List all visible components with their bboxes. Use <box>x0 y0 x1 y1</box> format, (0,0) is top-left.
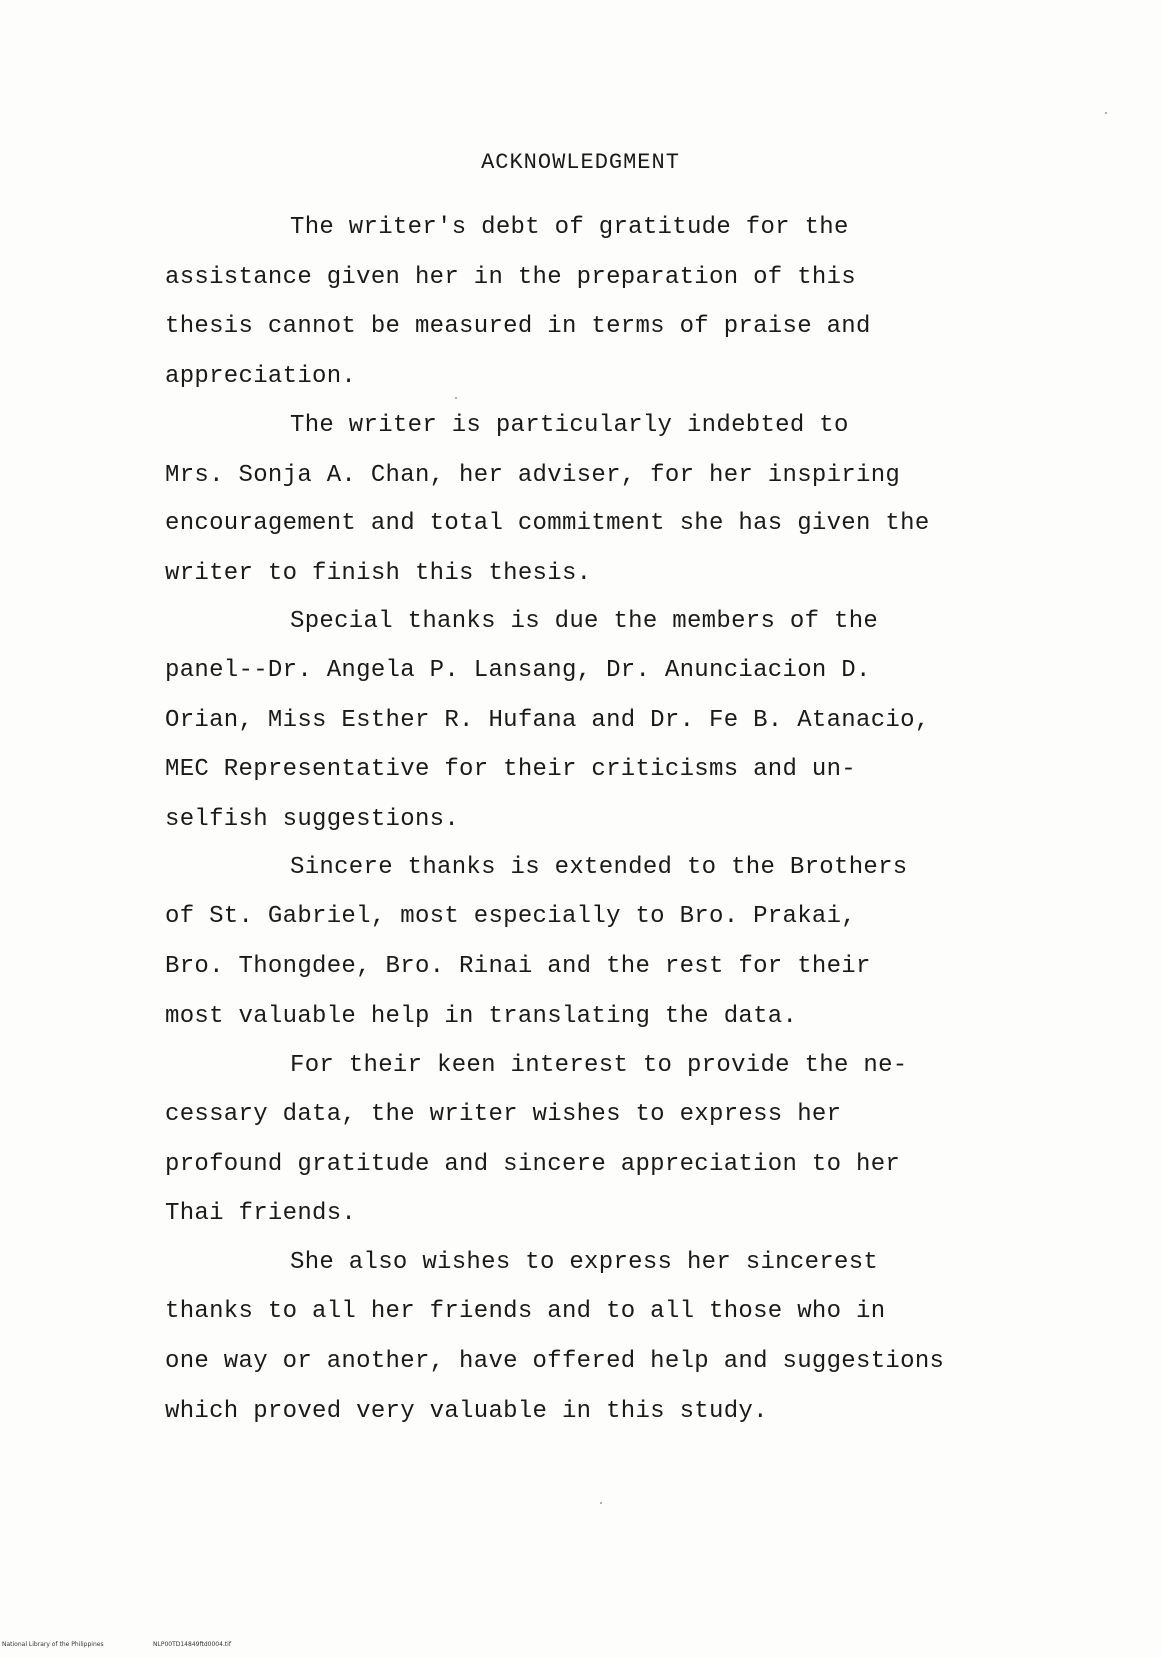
paragraph-line: most valuable help in translating the data. <box>165 1003 798 1030</box>
paragraph-line: thesis cannot be measured in terms of praise and <box>165 313 871 340</box>
paragraph-line: Orian, Miss Esther R. Hufana and Dr. Fe B. Atanacio, <box>165 707 930 734</box>
paragraph-line: For their keen interest to provide the ne- <box>290 1052 908 1079</box>
paragraph-line: appreciation. <box>165 363 357 390</box>
paragraph-line: cessary data, the writer wishes to express her <box>165 1101 842 1128</box>
paragraph-line: MEC Representative for their criticisms and un- <box>165 756 857 783</box>
page-title: ACKNOWLEDGMENT <box>481 150 680 175</box>
paragraph-line: The writer's debt of gratitude for the <box>290 214 849 241</box>
paragraph-line: thanks to all her friends and to all those who in <box>165 1298 886 1325</box>
paragraph-line: The writer is particularly indebted to <box>290 412 849 439</box>
paragraph-line: Sincere thanks is extended to the Brothers <box>290 854 908 881</box>
scan-speck <box>1105 112 1107 114</box>
paragraph-line: selfish suggestions. <box>165 806 460 833</box>
paragraph-line: Thai friends. <box>165 1200 357 1227</box>
paragraph-line: assistance given her in the preparation of this <box>165 264 857 291</box>
paragraph-line: profound gratitude and sincere appreciation to her <box>165 1151 901 1178</box>
footer-library: National Library of the Philippines <box>2 1641 104 1648</box>
paragraph-line: Mrs. Sonja A. Chan, her adviser, for her inspiring <box>165 462 901 489</box>
paragraph-line: Special thanks is due the members of the <box>290 608 879 635</box>
paragraph-line: of St. Gabriel, most especially to Bro. Prakai, <box>165 903 857 930</box>
paragraph-line: encouragement and total commitment she has given the <box>165 510 930 537</box>
paragraph-line: writer to finish this thesis. <box>165 560 592 587</box>
paragraph-line: She also wishes to express her sincerest <box>290 1249 879 1276</box>
paragraph-line: panel--Dr. Angela P. Lansang, Dr. Anunciacion D. <box>165 657 871 684</box>
footer-filename: NLP00TD14849ftd0004.tif <box>153 1641 231 1648</box>
paragraph-line: Bro. Thongdee, Bro. Rinai and the rest for their <box>165 953 871 980</box>
scan-speck <box>600 1502 602 1504</box>
paragraph-line: one way or another, have offered help and suggestions <box>165 1348 945 1375</box>
scan-speck <box>455 397 457 399</box>
paragraph-line: which proved very valuable in this study. <box>165 1398 768 1425</box>
